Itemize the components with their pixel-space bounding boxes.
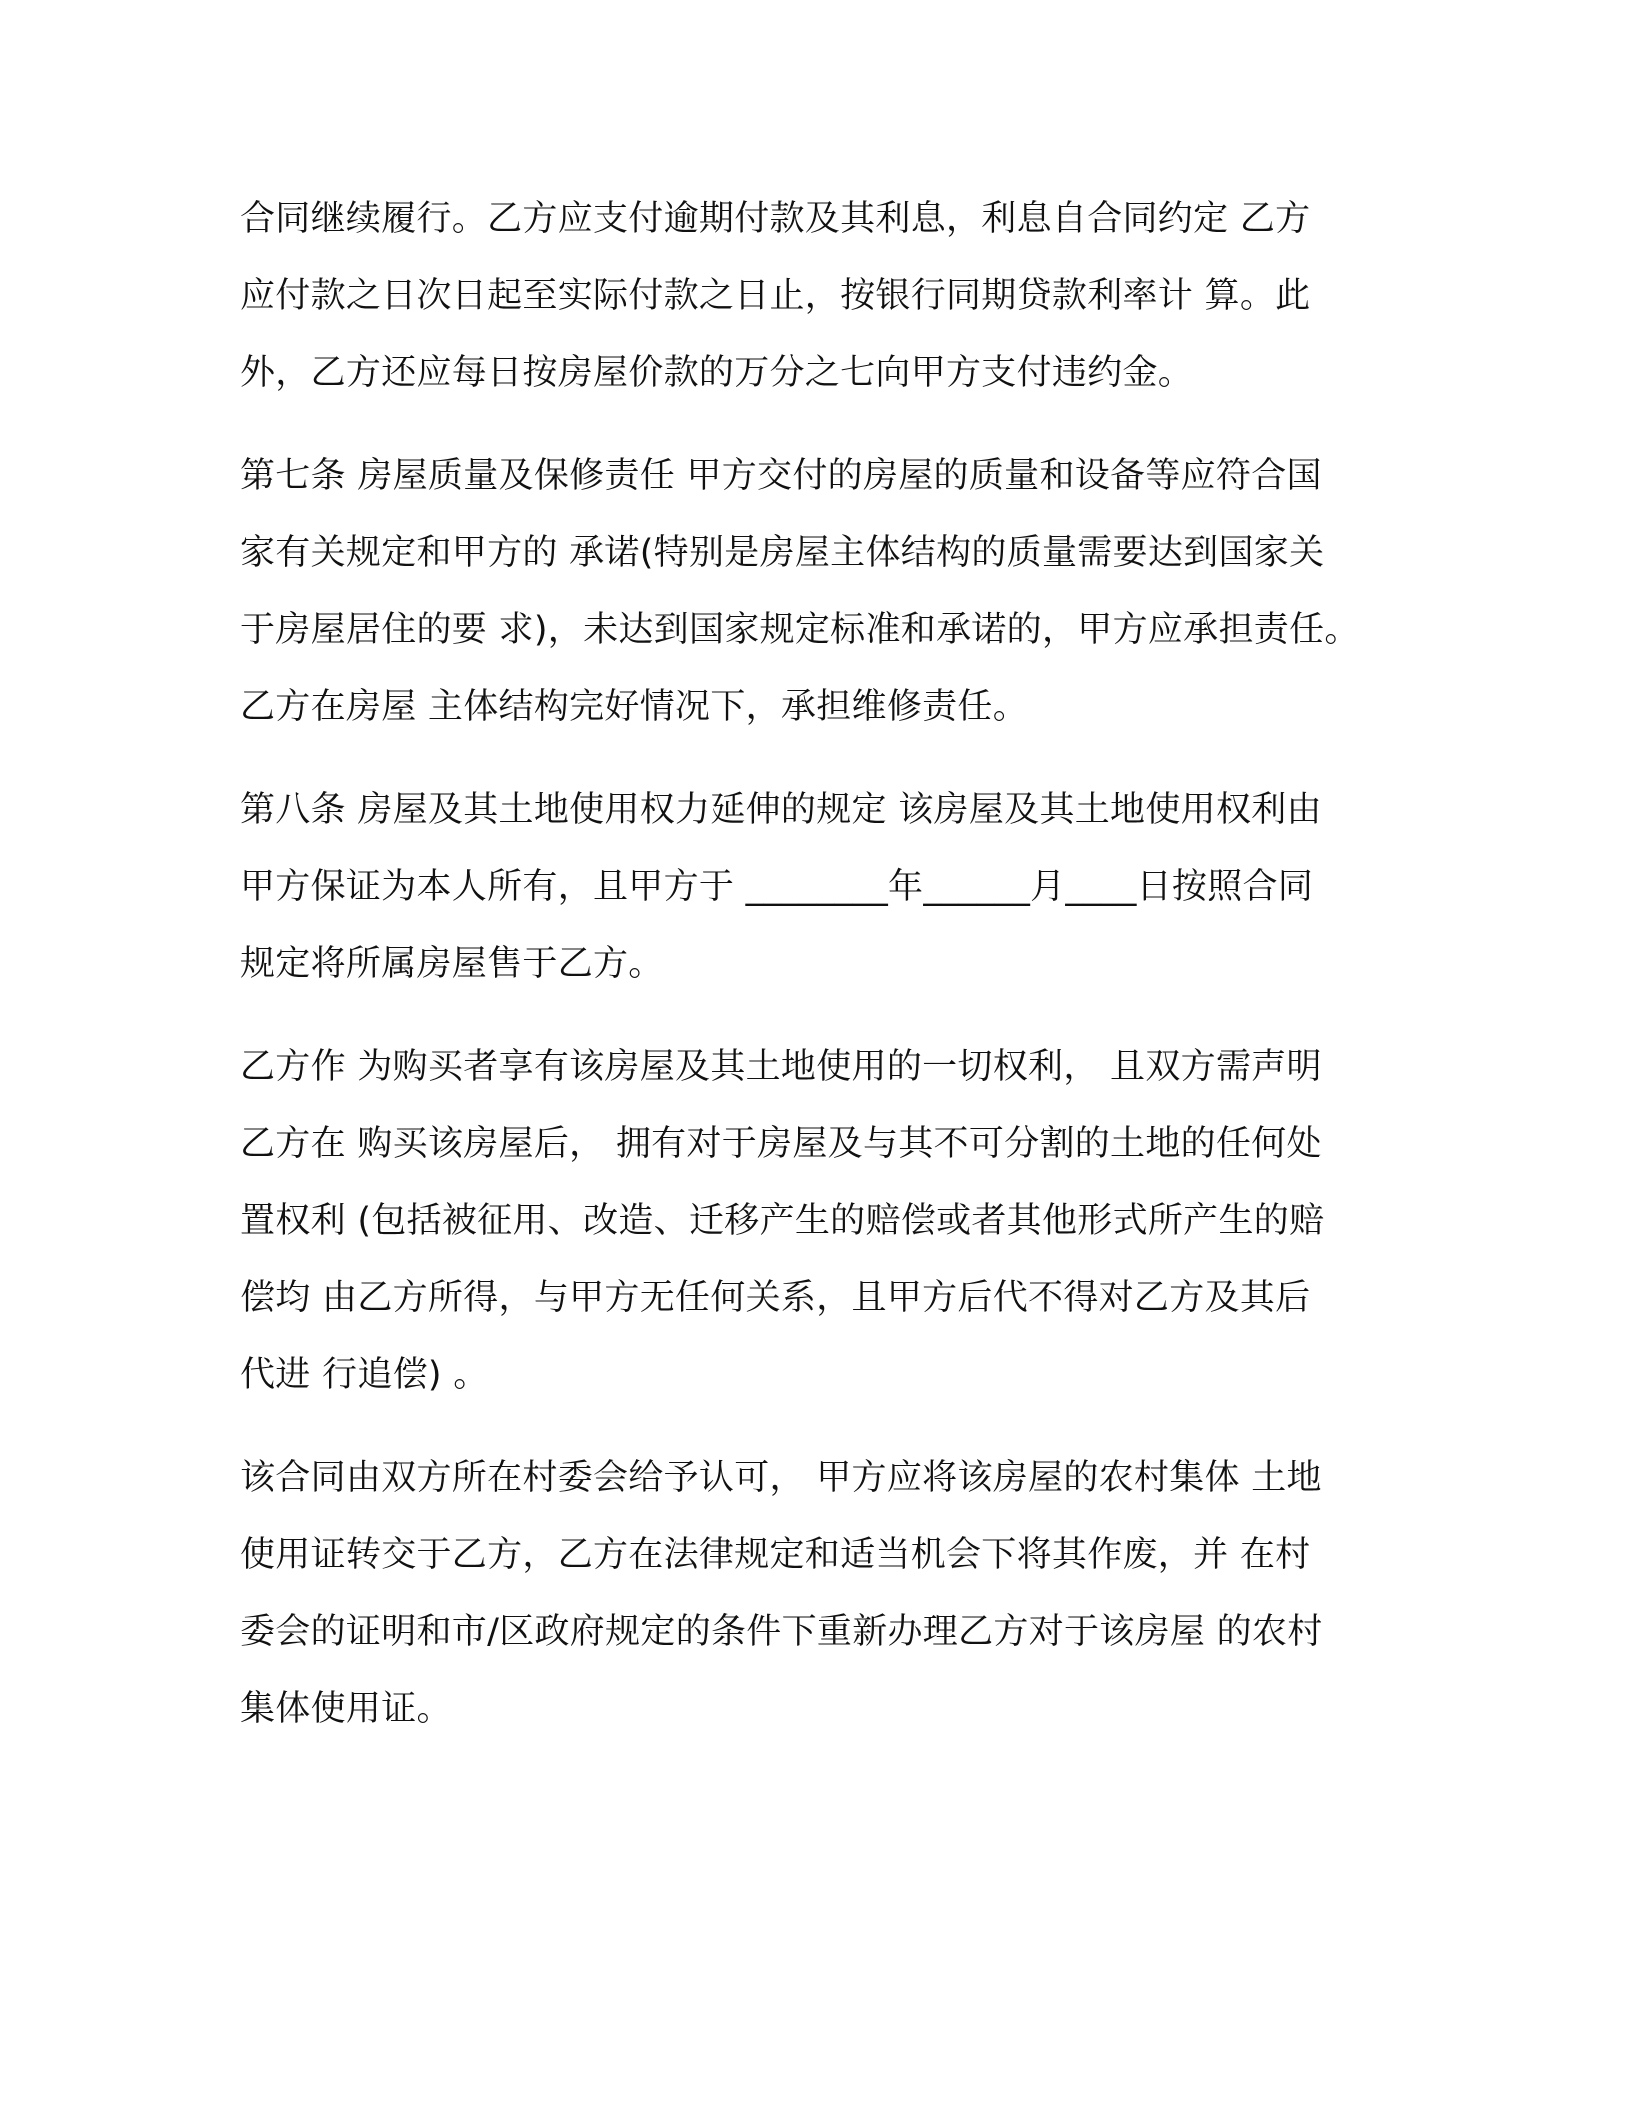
- text-line: 乙方作 为购买者享有该房屋及其土地使用的一切权利， 且双方需声明: [240, 1047, 1322, 1087]
- text-line: 偿均 由乙方所得，与甲方无任何关系，且甲方后代不得对乙方及其后: [240, 1278, 1311, 1318]
- paragraph-late-payment: [240, 181, 1420, 412]
- text-line: 外，乙方还应每日按房屋价款的万分之七向甲方支付违约金。: [240, 353, 1194, 393]
- document-body: [240, 181, 1420, 1774]
- text-line: 第七条 房屋质量及保修责任 甲方交付的房屋的质量和设备等应符合国: [240, 456, 1322, 496]
- text-line: 合同继续履行。乙方应支付逾期付款及其利息，利息自合同约定 乙方: [240, 199, 1311, 239]
- text-line: 甲方保证为本人所有，且甲方于 ________年______月____日按照合同: [240, 867, 1314, 907]
- paragraph-article-8: [240, 772, 1420, 1003]
- text-line: 应付款之日次日起至实际付款之日止，按银行同期贷款利率计 算。此: [240, 276, 1311, 316]
- text-line: 置权利 (包括被征用、改造、迁移产生的赔偿或者其他形式所产生的赔: [240, 1201, 1325, 1241]
- text-line: 乙方在 购买该房屋后， 拥有对于房屋及与其不可分割的土地的任何处: [240, 1124, 1322, 1164]
- text-line: 代进 行追偿) 。: [240, 1355, 489, 1395]
- text-line: 集体使用证。: [240, 1689, 452, 1729]
- text-line: 乙方在房屋 主体结构完好情况下，承担维修责任。: [240, 687, 1029, 727]
- text-line: 委会的证明和市/区政府规定的条件下重新办理乙方对于该房屋 的农村: [240, 1612, 1323, 1652]
- text-line: 第八条 房屋及其土地使用权力延伸的规定 该房屋及其土地使用权利由: [240, 790, 1322, 830]
- paragraph-village-approval: [240, 1440, 1420, 1748]
- paragraph-buyer-rights: [240, 1029, 1420, 1414]
- paragraph-article-7: [240, 438, 1420, 746]
- text-line: 使用证转交于乙方，乙方在法律规定和适当机会下将其作废，并 在村: [240, 1535, 1311, 1575]
- text-line: 于房屋居住的要 求)，未达到国家规定标准和承诺的，甲方应承担责任。: [240, 610, 1360, 650]
- text-line: 规定将所属房屋售于乙方。: [240, 944, 664, 984]
- text-line: 该合同由双方所在村委会给予认可， 甲方应将该房屋的农村集体 土地: [240, 1458, 1322, 1498]
- text-line: 家有关规定和甲方的 承诺(特别是房屋主体结构的质量需要达到国家关: [240, 533, 1325, 573]
